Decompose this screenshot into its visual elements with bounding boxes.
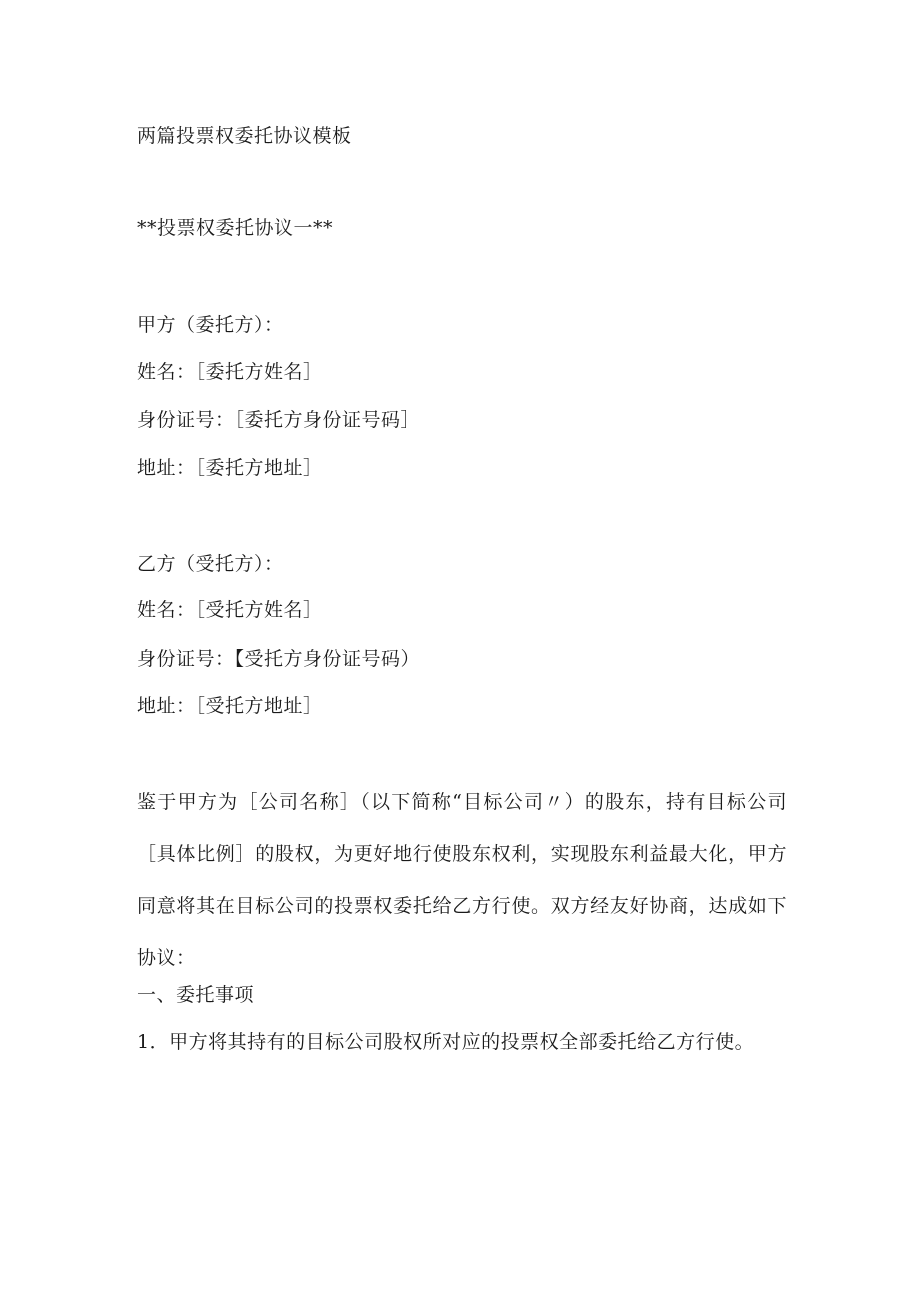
party-a-heading: 甲方（委托方）： bbox=[137, 314, 284, 336]
party-a-address: 地址：［委托方地址］ bbox=[137, 457, 323, 479]
document-title: 两篇投票权委托协议模板 bbox=[137, 125, 352, 147]
agreement-subtitle: **投票权委托协议一** bbox=[137, 217, 334, 239]
party-b-name: 姓名：［受托方姓名］ bbox=[137, 599, 323, 621]
section-1-heading: 一、委托事项 bbox=[137, 984, 255, 1006]
party-b-heading: 乙方（受托方）： bbox=[137, 553, 284, 575]
section-1-item-1: 1．甲方将其持有的目标公司股权所对应的投票权全部委托给乙方行使。 bbox=[137, 1031, 755, 1053]
party-a-id-number: 身份证号：［委托方身份证号码］ bbox=[137, 409, 421, 431]
party-b-id-number: 身份证号：【受托方身份证号码） bbox=[137, 648, 421, 670]
party-b-address: 地址：［受托方地址］ bbox=[137, 695, 323, 717]
preamble-paragraph: 鉴于甲方为［公司名称］（以下简称“目标公司〃）的股东，持有目标公司［具体比例］的股权，为更好地行使股东权利，实现股东利益最大化，甲方同意将其在目标公司的投票权委托给乙方行使。双方经友好协商，达成如下协议： bbox=[137, 791, 787, 969]
party-a-name: 姓名：［委托方姓名］ bbox=[137, 361, 323, 383]
